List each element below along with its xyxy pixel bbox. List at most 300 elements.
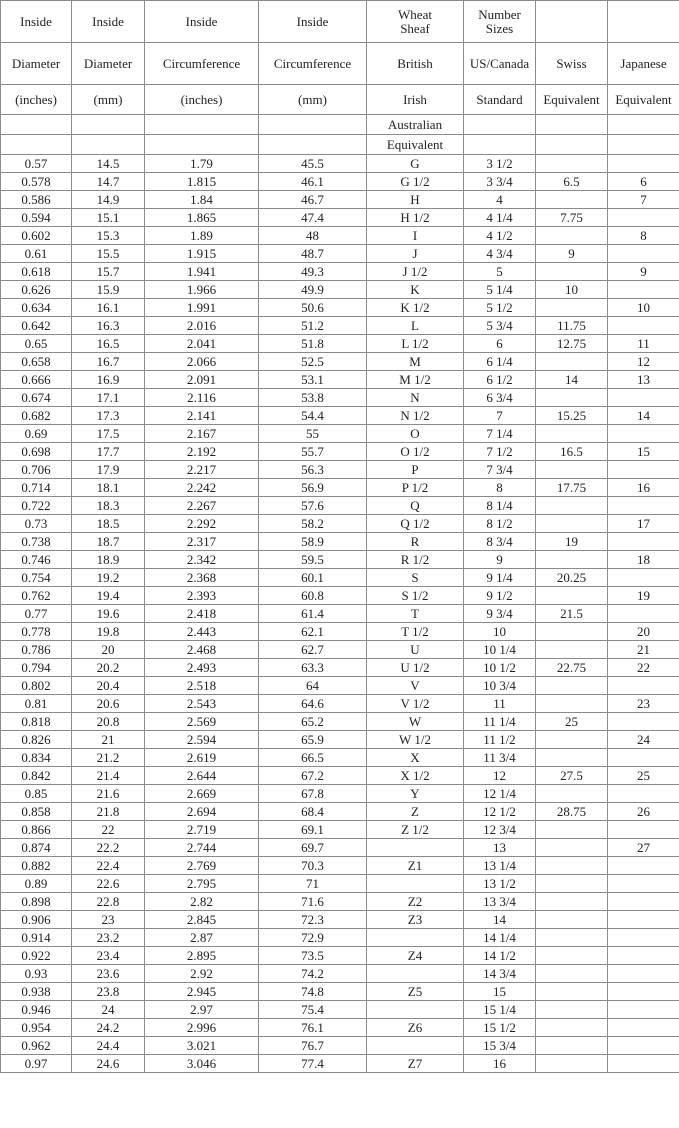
table-cell: 0.61 [1,245,72,263]
table-cell: 19.6 [72,605,145,623]
table-cell: 2.041 [145,335,259,353]
table-cell: 1.79 [145,155,259,173]
table-cell: K [367,281,464,299]
table-cell: 0.666 [1,371,72,389]
table-cell [536,929,608,947]
table-row [1,605,679,623]
header-cell: Irish [367,85,464,115]
header-cell: Inside [145,1,259,43]
table-cell: 0.866 [1,821,72,839]
table-cell: 11 1/4 [464,713,536,731]
table-row [1,389,679,407]
table-cell: 0.818 [1,713,72,731]
table-cell: 69.1 [259,821,367,839]
table-row [1,965,679,983]
table-cell: 0.89 [1,875,72,893]
table-cell: 67.2 [259,767,367,785]
table-row [1,1019,679,1037]
table-cell [367,965,464,983]
header-cell [536,135,608,155]
table-cell: 0.786 [1,641,72,659]
table-header [1,1,679,155]
table-cell: 12 1/2 [464,803,536,821]
table-cell: 51.2 [259,317,367,335]
table-cell: 0.642 [1,317,72,335]
table-cell: 2.569 [145,713,259,731]
table-cell: 6 1/2 [464,371,536,389]
table-cell: V 1/2 [367,695,464,713]
table-cell: 20.25 [536,569,608,587]
table-cell: 46.7 [259,191,367,209]
table-cell: Z2 [367,893,464,911]
table-cell: Q [367,497,464,515]
header-cell-line: Sizes [485,20,514,36]
table-row [1,335,679,353]
table-cell: 22.75 [536,659,608,677]
table-cell: 2.393 [145,587,259,605]
table-cell: L [367,317,464,335]
table-cell: 2.141 [145,407,259,425]
header-cell: Australian [367,115,464,135]
table-cell: 49.3 [259,263,367,281]
table-cell [536,749,608,767]
table-cell [536,515,608,533]
table-cell: 8 3/4 [464,533,536,551]
table-cell: 15.5 [72,245,145,263]
table-row [1,191,679,209]
table-cell: 11 [608,335,679,353]
table-row [1,857,679,875]
table-cell: 4 3/4 [464,245,536,263]
table-cell: 9 3/4 [464,605,536,623]
header-cell [464,115,536,135]
table-cell: 0.658 [1,353,72,371]
table-cell: T [367,605,464,623]
table-cell: 0.65 [1,335,72,353]
table-cell: Z5 [367,983,464,1001]
table-cell: 21 [72,731,145,749]
table-cell: 7 [464,407,536,425]
table-cell: 2.895 [145,947,259,965]
table-cell: 46.1 [259,173,367,191]
table-cell: 69.7 [259,839,367,857]
header-cell: Circumference [259,43,367,85]
table-cell: 24 [608,731,679,749]
header-cell: Diameter [1,43,72,85]
header-cell [536,115,608,135]
table-cell [367,875,464,893]
table-row [1,587,679,605]
table-cell: 6.5 [536,173,608,191]
table-cell: 8 [608,227,679,245]
table-cell: 14 [608,407,679,425]
table-cell: 1.865 [145,209,259,227]
table-cell: 11 3/4 [464,749,536,767]
table-cell: 60.1 [259,569,367,587]
table-cell: 2.945 [145,983,259,1001]
table-cell [608,983,679,1001]
table-cell: 0.698 [1,443,72,461]
table-cell: 2.493 [145,659,259,677]
table-cell: 0.722 [1,497,72,515]
table-cell: 5 3/4 [464,317,536,335]
table-cell: 24.4 [72,1037,145,1055]
table-cell [536,497,608,515]
table-cell: 72.3 [259,911,367,929]
table-cell [608,209,679,227]
table-cell: 0.826 [1,731,72,749]
table-row [1,1001,679,1019]
table-cell [367,1037,464,1055]
table-cell: 21.2 [72,749,145,767]
table-cell: 20.6 [72,695,145,713]
table-row [1,767,679,785]
table-cell [608,389,679,407]
table-cell [608,875,679,893]
table-cell: 0.794 [1,659,72,677]
table-cell [536,677,608,695]
table-cell: 10 [464,623,536,641]
table-cell: 9 1/4 [464,569,536,587]
table-cell: 4 1/2 [464,227,536,245]
table-cell: 14 1/4 [464,929,536,947]
table-cell: 21.5 [536,605,608,623]
table-cell: O [367,425,464,443]
table-row [1,695,679,713]
table-row [1,371,679,389]
table-cell: 6 [464,335,536,353]
table-cell [608,425,679,443]
table-cell: 18 [608,551,679,569]
header-cell: US/Canada [464,43,536,85]
table-cell [536,641,608,659]
table-cell: 26 [608,803,679,821]
table-cell: 6 3/4 [464,389,536,407]
table-cell: 2.594 [145,731,259,749]
table-cell: S 1/2 [367,587,464,605]
table-cell: 24 [72,1001,145,1019]
table-cell: 22.4 [72,857,145,875]
table-cell [536,983,608,1001]
table-cell: 76.1 [259,1019,367,1037]
table-cell: 10 [608,299,679,317]
table-cell [536,263,608,281]
table-cell: L 1/2 [367,335,464,353]
header-cell: Inside [259,1,367,43]
table-cell: 0.85 [1,785,72,803]
table-cell: 16 [608,479,679,497]
header-cell [1,115,72,135]
header-cell: British [367,43,464,85]
table-cell: 1.941 [145,263,259,281]
table-cell: 73.5 [259,947,367,965]
table-cell: 45.5 [259,155,367,173]
table-cell: 2.368 [145,569,259,587]
table-cell: 9 1/2 [464,587,536,605]
table-cell: 13 [608,371,679,389]
header-cell [464,1,536,43]
header-cell: Japanese [608,43,679,85]
table-cell [608,281,679,299]
table-cell: 63.3 [259,659,367,677]
table-cell: 71.6 [259,893,367,911]
table-cell: 10 1/2 [464,659,536,677]
table-cell: Z3 [367,911,464,929]
table-cell: 2.418 [145,605,259,623]
header-cell-line: Wheat [398,6,432,22]
header-cell [145,135,259,155]
table-cell: 2.292 [145,515,259,533]
table-row [1,209,679,227]
table-cell: 2.82 [145,893,259,911]
table-cell: 0.81 [1,695,72,713]
table-cell: 11.75 [536,317,608,335]
table-cell: 2.342 [145,551,259,569]
header-cell [72,115,145,135]
table-cell [536,227,608,245]
table-cell: 0.858 [1,803,72,821]
table-cell: 2.694 [145,803,259,821]
table-cell: 22.6 [72,875,145,893]
header-row [1,1,679,43]
table-cell [608,155,679,173]
table-cell: 25 [608,767,679,785]
table-row [1,281,679,299]
table-cell: 23.4 [72,947,145,965]
table-cell [536,893,608,911]
table-cell: 0.938 [1,983,72,1001]
header-cell [464,135,536,155]
header-cell [145,115,259,135]
table-cell: 2.87 [145,929,259,947]
table-cell: 55.7 [259,443,367,461]
table-row [1,731,679,749]
table-cell: 0.746 [1,551,72,569]
table-cell: 15.25 [536,407,608,425]
table-cell: G [367,155,464,173]
table-cell: 2.543 [145,695,259,713]
table-cell: N 1/2 [367,407,464,425]
table-cell: 67.8 [259,785,367,803]
table-cell: 19.2 [72,569,145,587]
table-cell: 0.874 [1,839,72,857]
table-cell: 54.4 [259,407,367,425]
table-cell: 2.317 [145,533,259,551]
table-cell: 0.954 [1,1019,72,1037]
header-cell [72,135,145,155]
table-cell [536,965,608,983]
table-cell: 2.217 [145,461,259,479]
table-cell: 14.9 [72,191,145,209]
table-cell: 16.1 [72,299,145,317]
header-cell: Inside [1,1,72,43]
table-cell: 2.267 [145,497,259,515]
table-row [1,407,679,425]
table-cell: 25 [536,713,608,731]
table-cell: 9 [464,551,536,569]
table-row [1,875,679,893]
table-cell: 52.5 [259,353,367,371]
table-cell: 13 1/4 [464,857,536,875]
table-cell: 17.75 [536,479,608,497]
table-cell: 21.8 [72,803,145,821]
table-row [1,497,679,515]
table-cell: 0.618 [1,263,72,281]
table-cell: 15.7 [72,263,145,281]
table-cell: 10 3/4 [464,677,536,695]
table-cell [608,533,679,551]
table-cell [608,911,679,929]
table-cell: 14 [464,911,536,929]
table-row [1,479,679,497]
table-cell: 3 3/4 [464,173,536,191]
table-cell: 21 [608,641,679,659]
table-cell: 2.644 [145,767,259,785]
table-body [1,155,679,1073]
table-cell: 18.7 [72,533,145,551]
table-cell: 14.5 [72,155,145,173]
table-cell: 15.9 [72,281,145,299]
table-cell: 0.674 [1,389,72,407]
table-row [1,947,679,965]
table-cell: 59.5 [259,551,367,569]
table-cell: 48 [259,227,367,245]
table-cell: 15 [608,443,679,461]
table-cell [536,821,608,839]
table-cell: 4 [464,191,536,209]
table-cell: 19.8 [72,623,145,641]
table-cell: 0.626 [1,281,72,299]
table-cell: 0.882 [1,857,72,875]
table-cell: 17.5 [72,425,145,443]
table-cell: 0.898 [1,893,72,911]
header-cell-line: Sheaf [400,20,430,36]
table-cell [608,1019,679,1037]
table-cell: 23 [608,695,679,713]
table-cell: 0.69 [1,425,72,443]
table-cell: 24.6 [72,1055,145,1073]
header-cell: Equivalent [608,85,679,115]
table-cell: G 1/2 [367,173,464,191]
header-cell: (mm) [259,85,367,115]
table-cell: 14.7 [72,173,145,191]
table-cell: 9 [608,263,679,281]
table-cell: 2.996 [145,1019,259,1037]
table-cell: 70.3 [259,857,367,875]
table-cell: 17.3 [72,407,145,425]
table-cell [536,947,608,965]
table-cell: 12 1/4 [464,785,536,803]
table-cell: 15 1/4 [464,1001,536,1019]
table-cell: H 1/2 [367,209,464,227]
table-cell: 12 3/4 [464,821,536,839]
header-row [1,43,679,85]
header-cell: Diameter [72,43,145,85]
table-cell: R [367,533,464,551]
table-cell: 57.6 [259,497,367,515]
table-cell: 20 [72,641,145,659]
table-row [1,353,679,371]
table-cell: J 1/2 [367,263,464,281]
table-cell [536,461,608,479]
table-cell [608,245,679,263]
table-cell: 6 [608,173,679,191]
table-cell: 0.594 [1,209,72,227]
table-row [1,893,679,911]
table-cell: 2.669 [145,785,259,803]
table-cell: 50.6 [259,299,367,317]
table-cell: 7 1/2 [464,443,536,461]
table-cell: 7 3/4 [464,461,536,479]
table-cell: 2.92 [145,965,259,983]
table-cell: Z6 [367,1019,464,1037]
table-row [1,551,679,569]
table-cell: 5 1/2 [464,299,536,317]
table-cell: 74.2 [259,965,367,983]
table-cell: 11 1/2 [464,731,536,749]
table-cell: 2.845 [145,911,259,929]
header-cell [1,135,72,155]
table-cell: 2.795 [145,875,259,893]
table-cell: Z4 [367,947,464,965]
table-cell: 18.3 [72,497,145,515]
table-cell: 74.8 [259,983,367,1001]
table-cell: 2.97 [145,1001,259,1019]
table-cell: 20.4 [72,677,145,695]
header-row [1,135,679,155]
table-row [1,155,679,173]
header-cell: Equivalent [367,135,464,155]
table-cell: 16.5 [536,443,608,461]
table-cell: 21.4 [72,767,145,785]
table-cell [608,605,679,623]
table-row [1,227,679,245]
table-cell: 64 [259,677,367,695]
table-cell [608,821,679,839]
table-cell: 0.842 [1,767,72,785]
table-row [1,749,679,767]
table-cell: 0.706 [1,461,72,479]
table-cell [536,551,608,569]
table-cell: N [367,389,464,407]
table-row [1,425,679,443]
table-cell: 2.769 [145,857,259,875]
table-cell: 6 1/4 [464,353,536,371]
header-cell: (inches) [1,85,72,115]
table-cell: 0.578 [1,173,72,191]
table-cell [367,929,464,947]
table-cell [536,731,608,749]
table-cell: 10 [536,281,608,299]
table-cell: Y [367,785,464,803]
table-cell: 20.8 [72,713,145,731]
table-cell: R 1/2 [367,551,464,569]
table-row [1,677,679,695]
table-cell [608,893,679,911]
table-cell: 60.8 [259,587,367,605]
table-cell [536,353,608,371]
table-cell: 0.946 [1,1001,72,1019]
table-cell: 5 [464,263,536,281]
table-cell: 10 1/4 [464,641,536,659]
table-cell [367,1001,464,1019]
table-row [1,983,679,1001]
table-cell: 20 [608,623,679,641]
table-cell: 76.7 [259,1037,367,1055]
table-cell: U 1/2 [367,659,464,677]
table-cell: 0.762 [1,587,72,605]
table-cell [608,1037,679,1055]
